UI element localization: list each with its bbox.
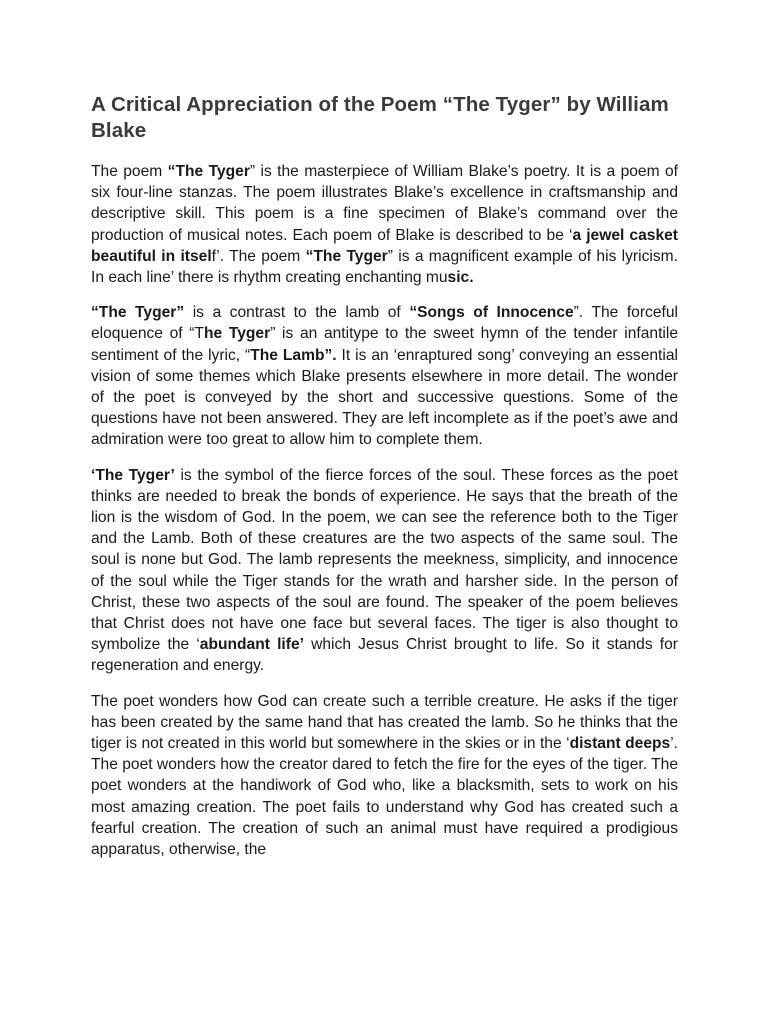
bold-run: “The Tyger”: [91, 304, 185, 322]
text-run: ” is an antitype to the sweet hymn of the tender infantile sentiment of the lyric, “: [91, 325, 679, 364]
text-run: which Jesus Christ brought to life. So it stands for regeneration and energy.: [91, 636, 678, 675]
bold-run: he Tyger: [204, 325, 271, 343]
paragraph-3: [91, 465, 678, 677]
document-title: A Critical Appreciation of the Poem “The Tyger” by William Blake: [91, 93, 669, 142]
text-run: ” is a magnificent example of his lyricism. In each line’ there is rhythm creating enchanting mu: [91, 247, 678, 287]
text-run: is a contrast to the lamb of: [184, 304, 410, 322]
bold-run: The Lamb”.: [250, 346, 337, 364]
text-run: ”. The forceful eloquence of “T: [91, 304, 678, 343]
text-run: ’. The poet wonders how the creator dared to fetch the fire for the eyes of the tiger. The poet wonders at the handiwork of God who, like a blacksmith, sets to work on his most amazing creation. The poet fails to understand why God has created such a fearful creation. The creation of such an animal must have required a prodigious apparatus, otherwise, the: [91, 735, 678, 859]
text-run: The poem: [91, 163, 168, 180]
bold-run: ‘The Tyger’: [91, 466, 175, 484]
bold-run: “The Tyger: [167, 163, 250, 180]
text-run: The poet wonders how God can create such a terrible creature. He asks if the tiger has been created by the same hand that has created the lamb. So he thinks that the tiger is not created in this world but somewhere in the skies or in the ‘: [91, 692, 678, 753]
text-run: is the symbol of the fierce forces of the soul. These forces as the poet thinks are needed to break the bonds of experience. He says that the breath of the lion is the wisdom of God. In the poem, we can see the reference both to the Tiger and the Lamb. Both of these creatures are the two aspects of the same soul. The soul is none but God. The lamb represents the meekness, simplicity, and innocence of the soul while the Tiger stands for the wrath and harsher side. In the person of Christ, these two aspects of the soul are found. The speaker of the poem believes that Christ does not have one face but several faces. The tiger is also thought to symbolize the ‘: [91, 466, 678, 654]
text-run: f’. The poem: [211, 247, 306, 265]
text-run: ” is the masterpiece of William Blake’s poetry. It is a poem of six four-line stanzas. The poem illustrates Blake’s excellence in craftsmanship and descriptive skill. This poem is a fine specimen of Blake’s command over the production of musical notes. Each poem of Blake is described to be ‘: [91, 163, 678, 244]
bold-run: distant deeps: [569, 735, 671, 753]
paragraph-1: [91, 161, 678, 288]
bold-run: sic.: [447, 269, 474, 287]
bold-run: “Songs of Innocence: [409, 304, 574, 322]
text-run: It is an ‘enraptured song’ conveying an essential vision of some themes which Blake presents elsewhere in more detail. The wonder of the poet is conveyed by the short and successive questions. Some of the questions have not been answered. They are left incomplete as if the poet’s awe and admiration were too great to allow him to complete them.: [91, 346, 678, 449]
bold-run: “The Tyger: [305, 247, 388, 265]
paragraph-4: [91, 691, 678, 861]
bold-run: abundant life’: [199, 636, 304, 654]
paragraph-2: [91, 302, 678, 450]
bold-run: a jewel casket beautiful in itsel: [91, 226, 678, 265]
